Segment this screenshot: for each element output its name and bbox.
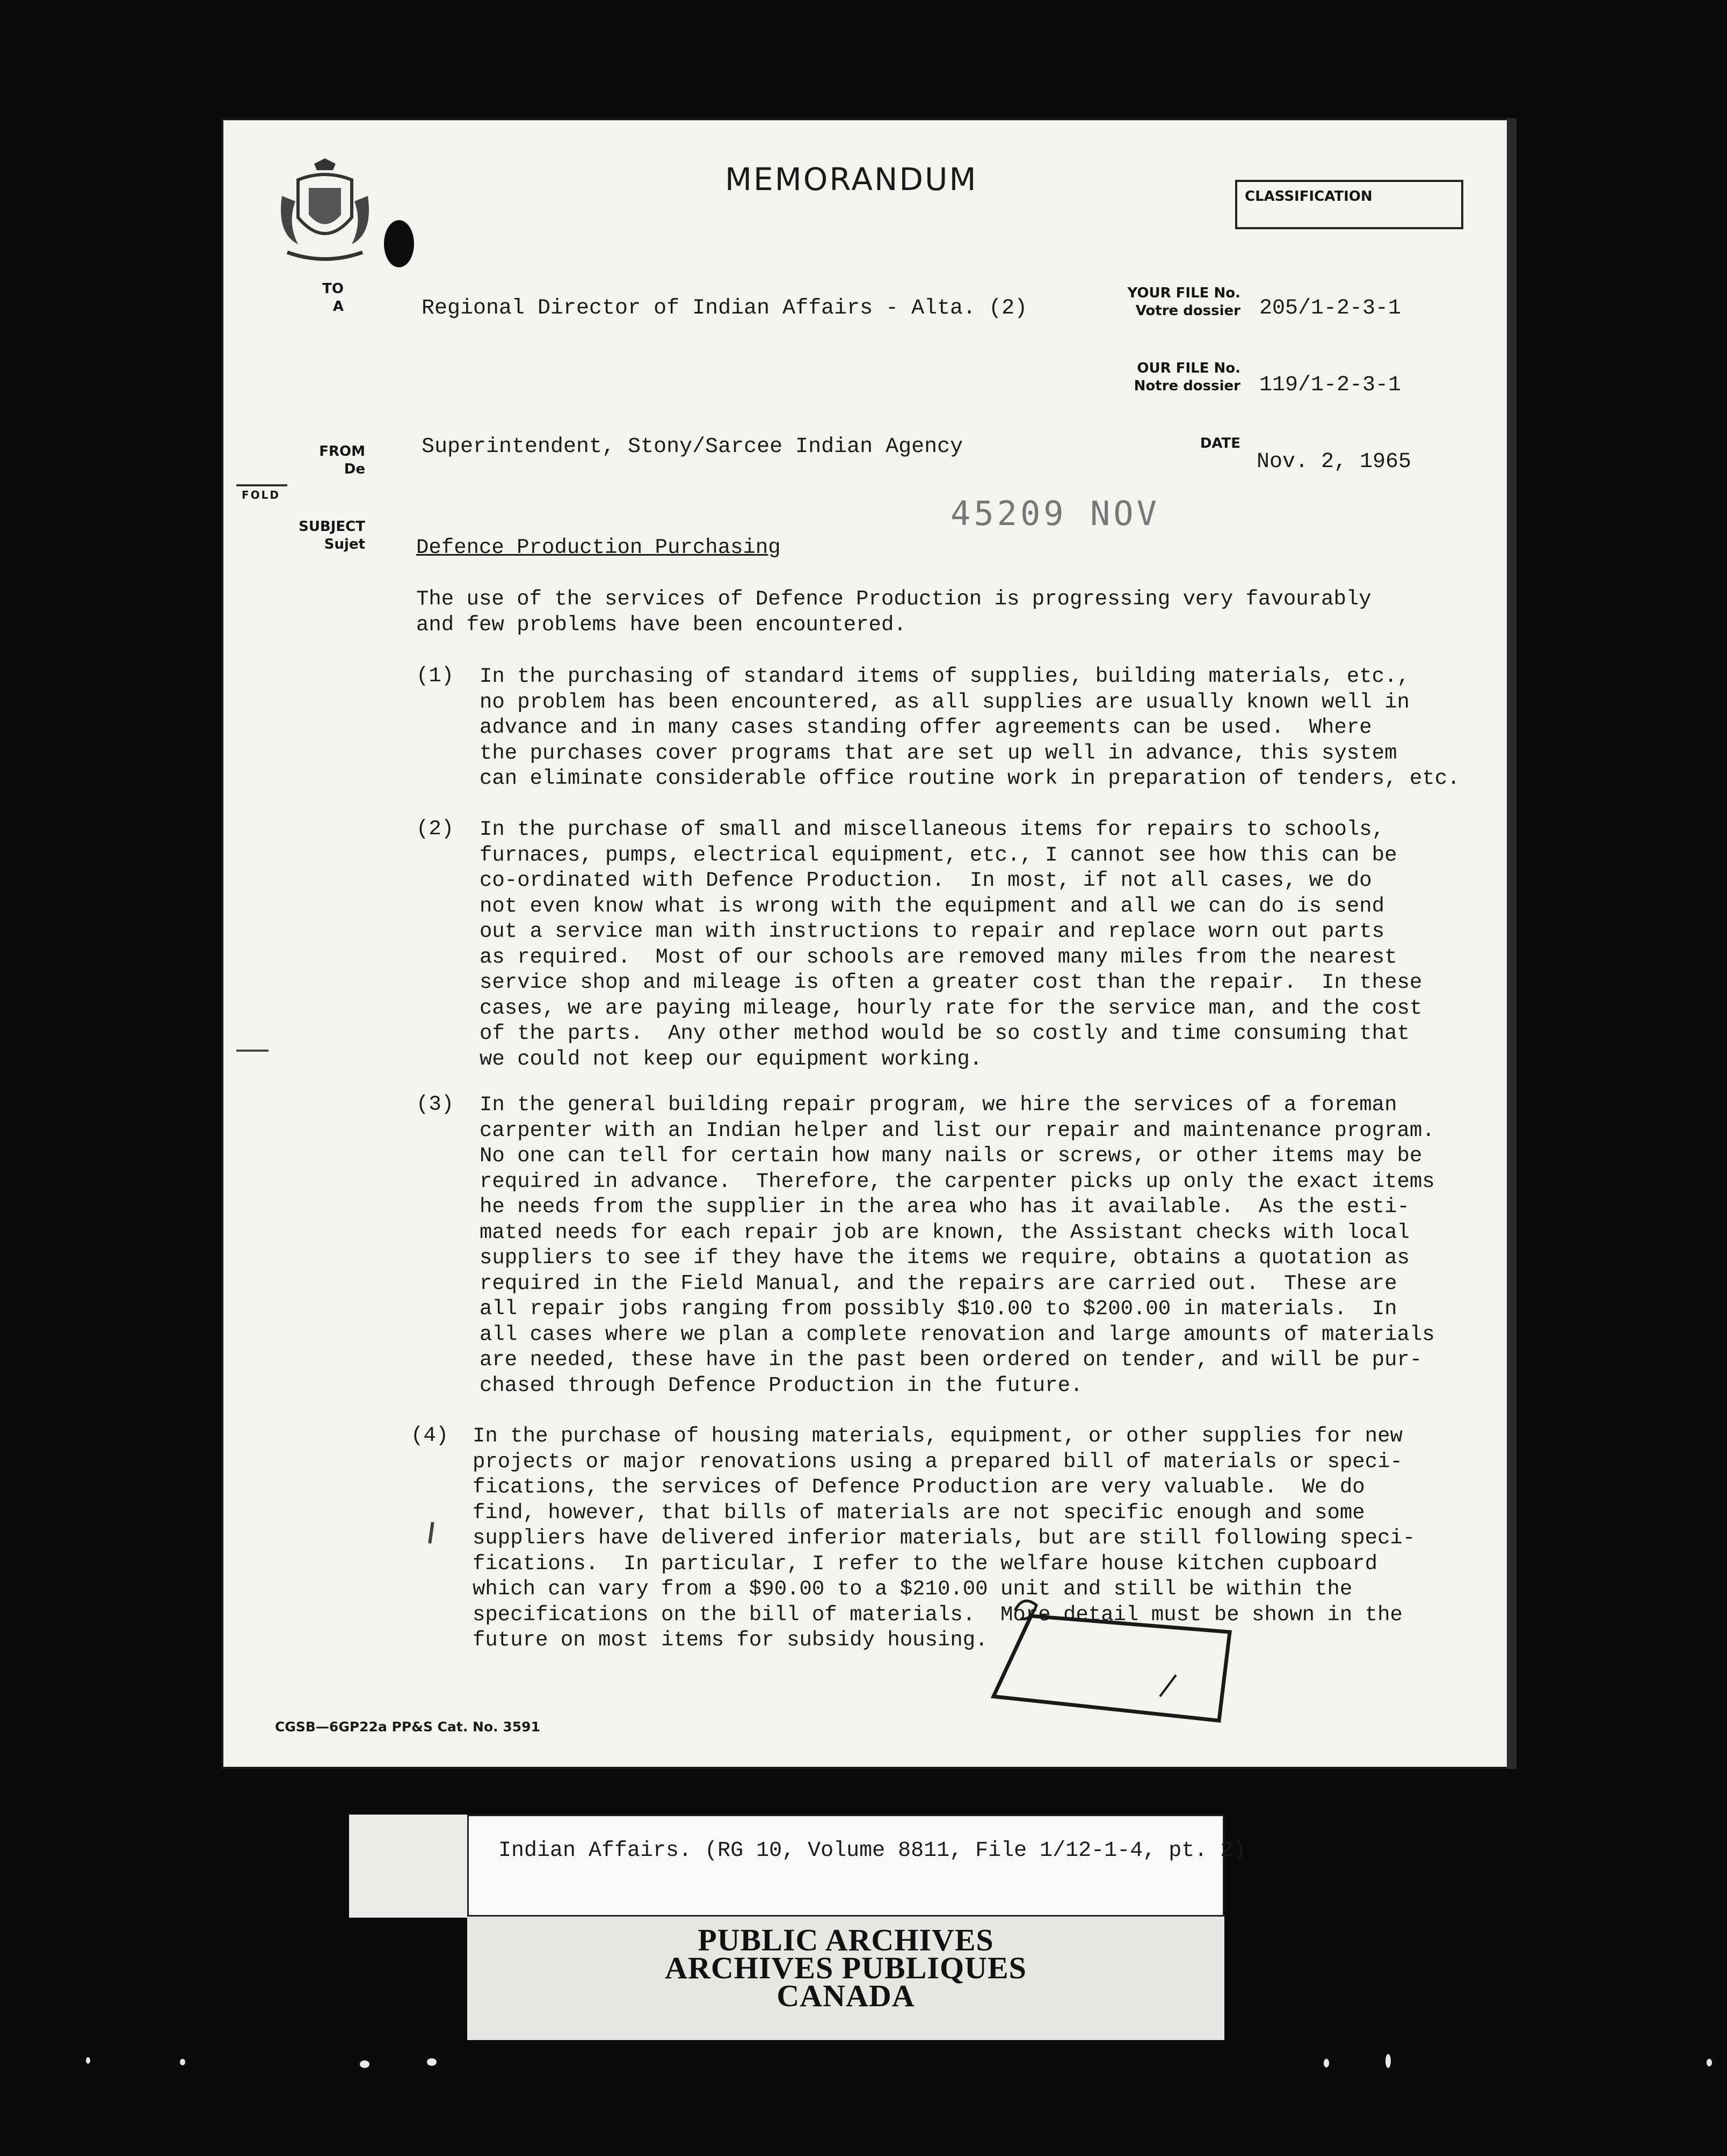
your-file-label-en: YOUR FILE No. <box>1127 285 1240 301</box>
sheet-edge-shadow <box>1507 118 1516 1769</box>
memo-title: MEMORANDUM <box>725 161 978 198</box>
our-file-value: 119/1-2-3-1 <box>1259 373 1402 397</box>
from-label-fr: De <box>344 461 365 477</box>
from-label-en: FROM <box>319 443 365 460</box>
date-label: DATE <box>1200 435 1240 451</box>
our-file-label-fr: Notre dossier <box>1134 377 1240 394</box>
subject-label-en: SUBJECT <box>299 519 365 535</box>
archives-stamp-line-3: CANADA <box>777 1978 915 2013</box>
our-file-label-en: OUR FILE No. <box>1137 360 1240 376</box>
to-value: Regional Director of Indian Affairs - Alta. (2) <box>422 296 1028 321</box>
coat-of-arms-emblem <box>277 158 373 271</box>
archives-stamp-line-2: ARCHIVES PUBLIQUES <box>665 1950 1027 1985</box>
paragraph-2-number: (2) <box>416 817 454 841</box>
received-stamp: 45209 NOV <box>950 494 1160 533</box>
paragraph-1-text: In the purchasing of standard items of supplies, building materials, etc., no problem has been encountered, as all supplies are usually known well in advance and in many cases standing offer agreements can be used. Where the purchases cover programs that are set up well in advance, this system can eliminate considerable office routine work in preparation of tenders, etc. <box>480 665 1460 790</box>
subject-value: Defence Production Purchasing <box>416 536 781 559</box>
public-archives-stamp <box>467 1917 1224 2040</box>
your-file-value: 205/1-2-3-1 <box>1259 296 1402 321</box>
film-speck <box>427 2058 437 2066</box>
handwritten-check-mark <box>983 1589 1240 1729</box>
paragraph-2-text: In the purchase of small and miscellaneous items for repairs to schools, furnaces, pumps, electrical equipment, etc., I cannot see how this can be co-ordinated with Defence Production. In most, if not all cases, we do not even know what is wrong with the equipment and all we can do is send out a service man with instructions to repair and replace worn out parts as required. Most of our schools are removed many miles from the nearest service shop and mileage is often a greater cost than the repair. In these cases, we are paying mileage, hourly rate for the service man, and the cost of the parts. Any other method would be so costly and time consuming that we could not keep our equipment working. <box>480 818 1423 1071</box>
classification-box <box>1235 180 1463 229</box>
to-label-fr: A <box>332 298 344 315</box>
paragraph-4-text: In the purchase of housing materials, equipment, or other supplies for new projects or major renovations using a prepared bill of materials or speci- fications, the services of Defence Production are very valuable. We do find, however, that bills of materials are not specific enough and some suppliers have delivered inferior materials, but are still following speci- fications. In particular, I refer to the welfare house kitchen cupboard which can vary from a $90.00 to a $210.00 unit and still be within the specifications on the bill of materials. More detail must be shown in the future on most items for subsidy housing. <box>473 1424 1416 1652</box>
ink-blot-mark <box>382 219 416 268</box>
subject-label-fr: Sujet <box>324 536 365 552</box>
our-file-label <box>1095 360 1240 395</box>
to-label <box>301 280 344 315</box>
film-speck <box>86 2057 90 2064</box>
film-speck <box>360 2060 369 2068</box>
archive-reference-panel <box>467 1815 1246 1917</box>
paragraph-1-number: (1) <box>416 664 454 688</box>
film-speck <box>1324 2059 1329 2067</box>
classification-label: CLASSIFICATION <box>1245 188 1373 205</box>
intro-paragraph: The use of the services of Defence Production is progressing very favourably and few problems have been encountered. <box>416 587 1372 637</box>
your-file-label-fr: Votre dossier <box>1135 302 1240 319</box>
paragraph-3-text: In the general building repair program, we hire the services of a foreman carpenter with an Indian helper and list our repair and maintenance program. No one can tell for certain how many nails or screws, or other items may be required in advance. Therefore, the carpenter picks up only the exact items he needs from the supplier in the area who has it available. As the esti- mated needs for each repair job are known, the Assistant checks with local suppliers to see if they have the items we require, obtains a quotation as required in the Field Manual, and the repairs are carried out. These are all repair jobs ranging from possibly $10.00 to $200.00 in materials. In all cases where we plan a complete renovation and large amounts of materials are needed, these have in the past been ordered on tender, and will be pur- chased through Defence Production in the future. <box>480 1093 1435 1397</box>
subject-label <box>290 518 365 553</box>
archive-reference: Indian Affairs. (RG 10, Volume 8811, File 1/12-1-4, pt. 2) <box>498 1839 1246 1863</box>
film-speck <box>1385 2054 1391 2068</box>
margin-mark <box>236 1050 269 1052</box>
film-speck <box>1707 2059 1712 2066</box>
paragraph-3-number: (3) <box>416 1092 454 1116</box>
archives-stamp-line-1: PUBLIC ARCHIVES <box>698 1922 994 1957</box>
from-label <box>301 443 365 478</box>
your-file-label <box>1095 285 1240 319</box>
date-value: Nov. 2, 1965 <box>1257 450 1412 474</box>
fold-line <box>236 484 287 486</box>
from-value: Superintendent, Stony/Sarcee Indian Agency <box>422 435 963 459</box>
form-code: CGSB—6GP22a PP&S Cat. No. 3591 <box>275 1719 540 1735</box>
to-label-en: TO <box>322 281 344 297</box>
fold-label: FOLD <box>242 489 281 501</box>
paragraph-4-number: (4) <box>411 1424 449 1447</box>
film-speck <box>180 2059 185 2065</box>
